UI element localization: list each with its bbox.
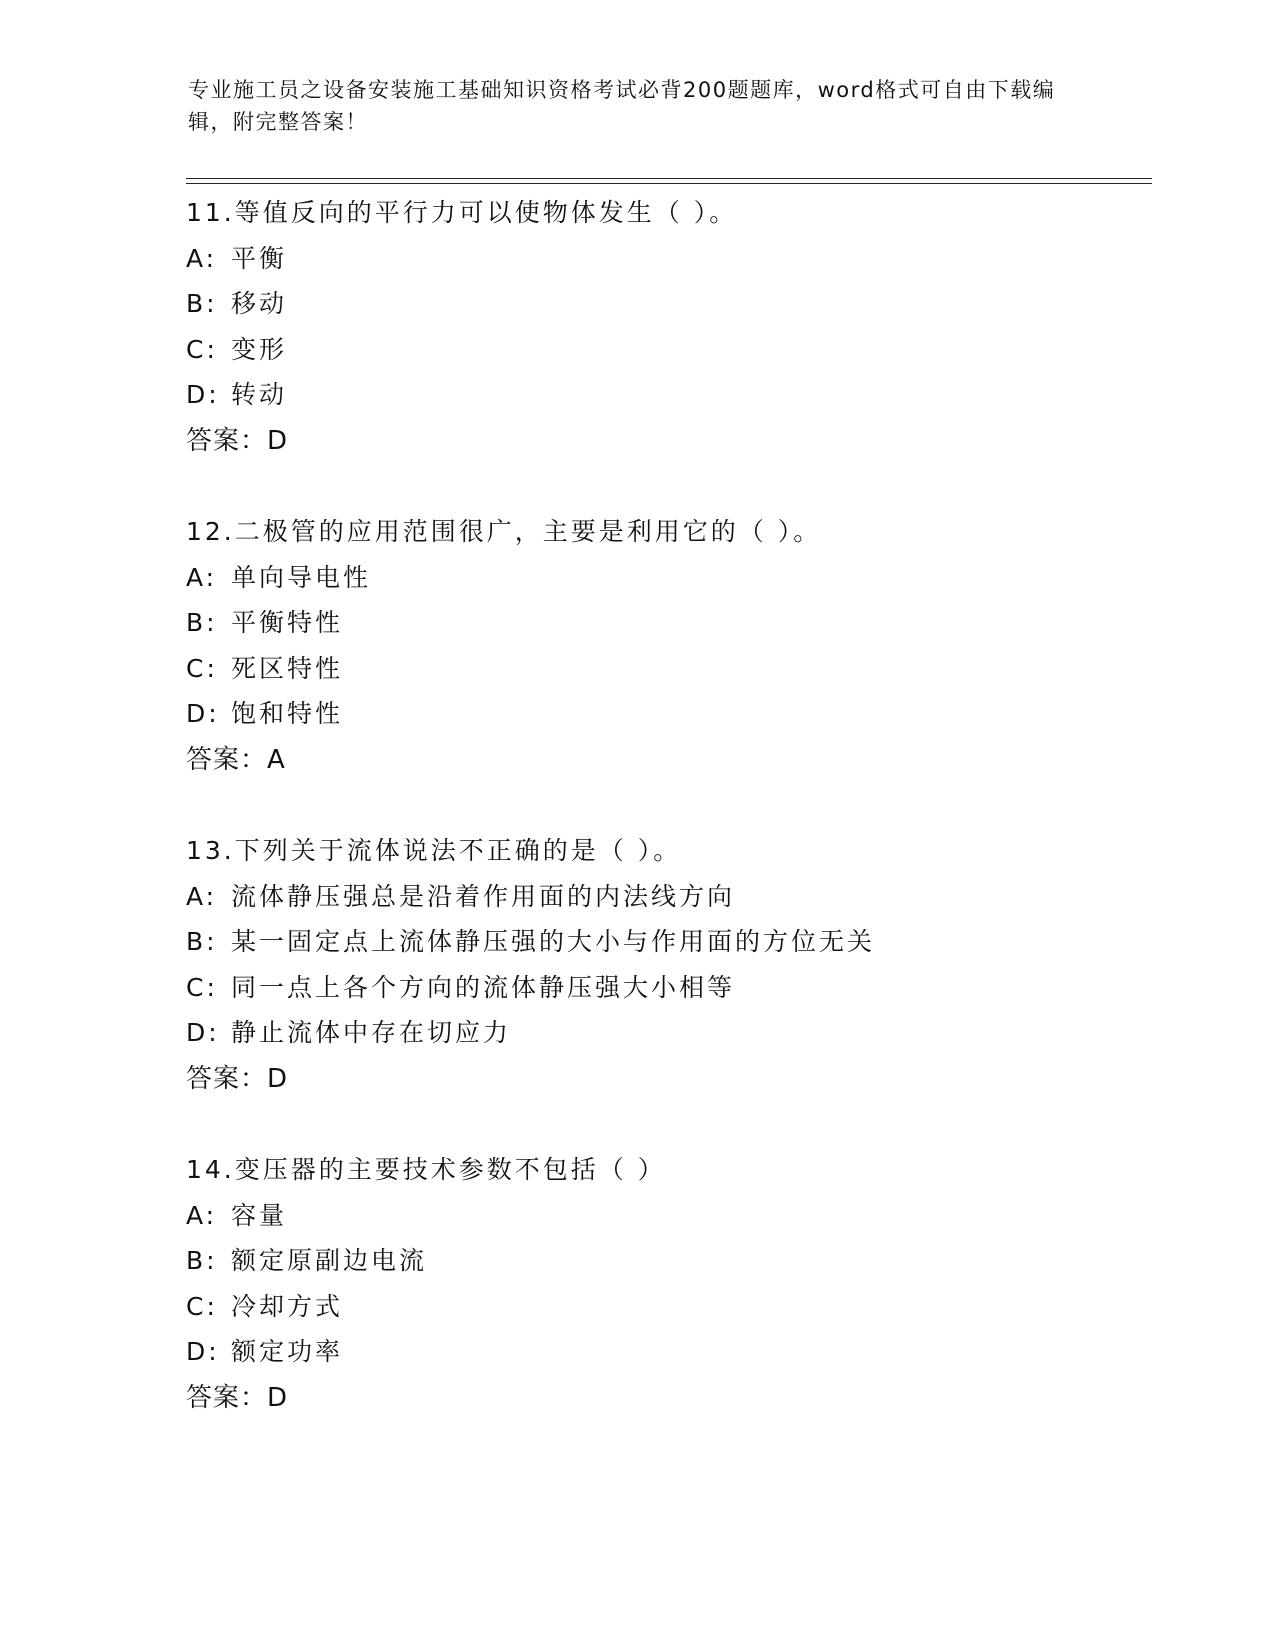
option-key: D: bbox=[186, 1018, 220, 1048]
answer-value: D bbox=[267, 425, 289, 456]
option-text: 静止流体中存在切应力 bbox=[231, 1018, 512, 1048]
answer-value: D bbox=[267, 1382, 289, 1413]
option-a bbox=[186, 874, 1186, 920]
question-stem: 11.等值反向的平行力可以使物体发生（ ）。 bbox=[186, 198, 738, 227]
option-text: 冷却方式 bbox=[231, 1291, 344, 1321]
option-a bbox=[186, 236, 1186, 282]
answer-line bbox=[186, 1375, 1186, 1421]
answer-value: A bbox=[267, 744, 286, 775]
option-c bbox=[186, 965, 1186, 1011]
option-key: B: bbox=[186, 927, 218, 957]
answer-label: 答案： bbox=[186, 1382, 268, 1413]
option-key: A: bbox=[186, 243, 218, 273]
option-text: 变形 bbox=[231, 334, 288, 364]
option-text: 饱和特性 bbox=[231, 699, 344, 729]
document-header: 专业施工员之设备安装施工基础知识资格考试必背200题题库，word格式可自由下载编辑，附完整答案！ bbox=[188, 78, 1056, 134]
option-b bbox=[186, 919, 1186, 965]
question-14 bbox=[186, 1147, 1186, 1421]
question-11 bbox=[186, 190, 1186, 464]
question-stem: 12.二极管的应用范围很广，主要是利用它的（ ）。 bbox=[186, 516, 822, 546]
option-text: 流体静压强总是沿着作用面的内法线方向 bbox=[231, 881, 736, 911]
option-b bbox=[186, 1238, 1186, 1284]
header-rule-top bbox=[186, 178, 1152, 179]
option-a bbox=[186, 1193, 1186, 1239]
option-c bbox=[186, 646, 1186, 692]
option-key: C: bbox=[186, 334, 218, 364]
answer-line bbox=[186, 418, 1186, 464]
option-text: 死区特性 bbox=[231, 653, 344, 683]
option-key: A: bbox=[186, 562, 218, 592]
option-b bbox=[186, 281, 1186, 327]
option-c bbox=[186, 327, 1186, 373]
option-key: A: bbox=[186, 1200, 218, 1230]
question-13 bbox=[186, 828, 1186, 1102]
option-d bbox=[186, 1329, 1186, 1375]
question-stem: 14.变压器的主要技术参数不包括（ ） bbox=[186, 1154, 666, 1184]
option-text: 同一点上各个方向的流体静压强大小相等 bbox=[231, 972, 736, 1002]
option-key: B: bbox=[186, 1246, 218, 1276]
option-c bbox=[186, 1284, 1186, 1330]
option-text: 某一固定点上流体静压强的大小与作用面的方位无关 bbox=[231, 927, 876, 957]
option-key: D: bbox=[186, 1337, 220, 1367]
header-rule-bottom bbox=[186, 183, 1152, 184]
option-key: A: bbox=[186, 881, 218, 911]
option-key: D: bbox=[186, 699, 220, 729]
option-text: 平衡 bbox=[231, 243, 288, 273]
option-key: B: bbox=[186, 608, 218, 638]
question-12 bbox=[186, 509, 1186, 783]
option-d bbox=[186, 1010, 1186, 1056]
answer-label: 答案： bbox=[186, 1063, 268, 1094]
option-key: B: bbox=[186, 289, 218, 319]
option-text: 容量 bbox=[231, 1200, 288, 1230]
option-text: 移动 bbox=[231, 289, 288, 319]
answer-label: 答案： bbox=[186, 425, 268, 456]
answer-line bbox=[186, 737, 1186, 783]
option-d bbox=[186, 691, 1186, 737]
question-stem: 13.下列关于流体说法不正确的是（ ）。 bbox=[186, 835, 682, 865]
question-list bbox=[186, 190, 1186, 1466]
option-text: 转动 bbox=[231, 380, 288, 410]
answer-line bbox=[186, 1056, 1186, 1102]
option-key: C: bbox=[186, 972, 218, 1002]
option-b bbox=[186, 600, 1186, 646]
option-text: 平衡特性 bbox=[231, 608, 344, 638]
option-text: 额定原副边电流 bbox=[231, 1246, 428, 1276]
option-key: D: bbox=[186, 380, 220, 410]
option-a bbox=[186, 555, 1186, 601]
option-text: 单向导电性 bbox=[231, 562, 372, 592]
answer-value: D bbox=[267, 1063, 289, 1094]
option-d bbox=[186, 372, 1186, 418]
option-key: C: bbox=[186, 653, 218, 683]
option-key: C: bbox=[186, 1291, 218, 1321]
answer-label: 答案： bbox=[186, 744, 268, 775]
option-text: 额定功率 bbox=[231, 1337, 344, 1367]
